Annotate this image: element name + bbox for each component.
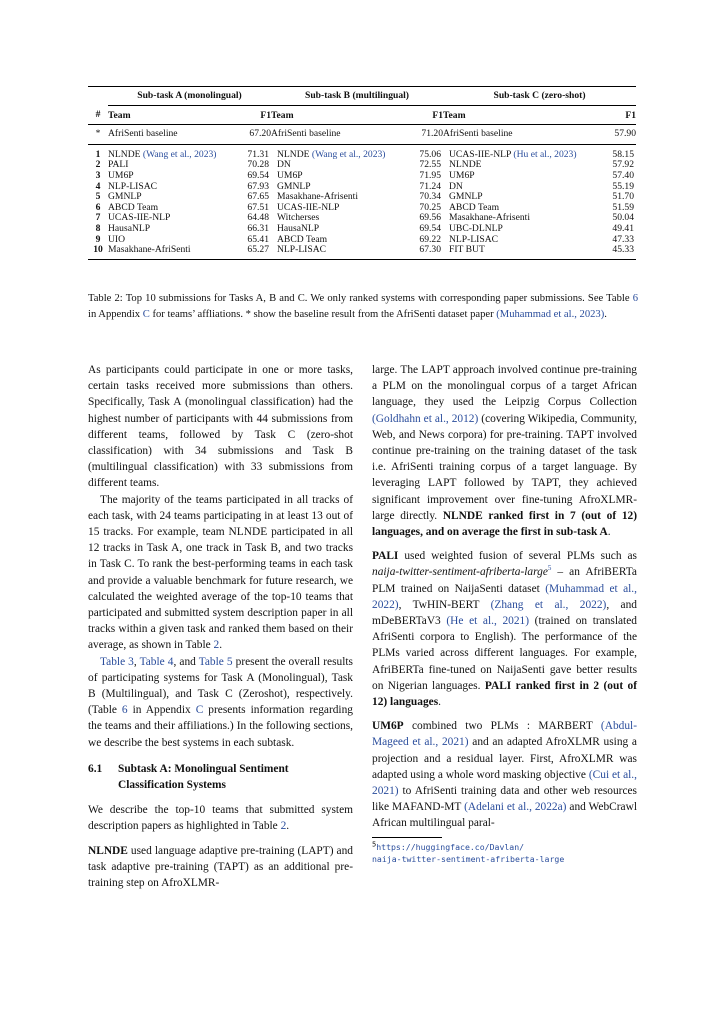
paragraph-text: . <box>286 820 290 833</box>
paragraph-text: to AfriSenti training data and other web resources like MAFAND-MT <box>372 785 637 814</box>
group-a-header: Sub-task A (monolingual) <box>108 87 271 106</box>
paragraph-text: (covering Wikipedia, Community, Web, and News corpora) for pre-training. TAPT involved continue pre-training on the training dataset of the task i.e. AfriSenti training corpus of a target language. By leveraging LAPT followed by TAPT, they achieved significant improvement over fine-tuning AfroXLMR-large directly. <box>372 412 637 522</box>
paragraph-text: presents information regarding the teams and their affiliations.) In the following sections, we describe the best systems in each subtask. <box>88 704 353 749</box>
section-heading <box>88 761 353 793</box>
table-3-link[interactable]: Table 3 <box>100 655 134 668</box>
ranking-rows <box>88 144 636 259</box>
f1-c-cell-text: 50.04 <box>612 212 634 224</box>
team-b-cell-text: GMNLP <box>277 180 311 192</box>
team-a-cell-text: Masakhane-AfriSenti <box>108 244 191 256</box>
paragraph-text: . <box>438 696 441 709</box>
f1-b-cell-text: 69.56 <box>419 212 441 224</box>
f1-c-cell-text: 47.33 <box>612 233 634 245</box>
f1-b-header: F1 <box>432 109 443 121</box>
f1-a-cell-text: 65.41 <box>247 233 269 245</box>
rank-cell-text: 6 <box>95 201 101 213</box>
table-row <box>88 213 636 224</box>
f1-b-cell-text: 70.25 <box>419 201 441 213</box>
paragraph-text: , TwHIN-BERT <box>398 598 491 611</box>
team-a-cell-text: ABCD Team <box>108 201 159 213</box>
section-number: 6.1 <box>88 762 103 775</box>
f1-b-cell-text: 70.34 <box>419 191 441 203</box>
team-c-cell-text: NLP-LISAC <box>449 233 499 245</box>
table-5-link[interactable]: Table 5 <box>198 655 233 668</box>
paragraph-text: We describe the top-10 teams that submitted system description papers as highlighted in Table <box>88 804 353 833</box>
f1-c-cell-text: 45.33 <box>612 244 634 256</box>
paragraph-um6p <box>372 718 637 831</box>
f1-a-cell-text: 67.65 <box>247 191 269 203</box>
team-a-cell-text: UIO <box>108 233 126 245</box>
team-c-cell-text: UCAS-IIE-NLP <box>449 148 511 160</box>
goldhahn-citation[interactable]: (Goldhahn et al., 2012) <box>372 412 479 425</box>
paragraph-text: in Appendix <box>127 704 196 717</box>
team-a-cell-text: UCAS-IIE-NLP <box>108 212 171 224</box>
baseline-c-team: AfriSenti baseline <box>443 128 513 140</box>
baseline-a-f1: 67.20 <box>249 128 271 140</box>
zhang-citation[interactable]: (Zhang et al., 2022) <box>490 598 607 611</box>
team-b-header: Team <box>271 109 294 121</box>
team-c-cell-text: Masakhane-Afrisenti <box>449 212 530 224</box>
paragraph-text: and WebCrawl African multilingual paral- <box>372 801 637 830</box>
appendix-c-link[interactable]: C <box>142 308 150 320</box>
f1-c-cell-text: 57.40 <box>612 169 634 181</box>
team-c-header: Team <box>443 109 466 121</box>
paragraph-text: used language adaptive pre-training (LAPT) and task adaptive pre-training (TAPT) as an additional pre-training step on AfroXLMR- <box>88 844 353 890</box>
table-row <box>88 144 636 160</box>
table-2-link[interactable]: 2 <box>280 820 287 833</box>
caption-text: Table 2: Top 10 submissions for Tasks A, B and C. We only ranked systems with corresponding paper submissions. See Table <box>88 293 633 304</box>
f1-c-cell-text: 49.41 <box>612 222 634 234</box>
paragraph-text: , and <box>173 655 199 668</box>
team-b-cell-text: UM6P <box>277 169 303 181</box>
f1-c-cell <box>603 144 636 160</box>
right-column <box>372 362 637 865</box>
paragraph-tables <box>88 654 353 751</box>
team-b-cell <box>271 144 398 160</box>
table-header-row <box>88 105 636 125</box>
f1-b-cell-text: 69.22 <box>419 233 441 245</box>
f1-c-cell-text: 55.19 <box>612 180 634 192</box>
f1-b-cell-text: 71.24 <box>419 180 441 192</box>
footnote-url-line-1[interactable]: https://huggingface.co/Davlan/ <box>376 841 525 852</box>
footnote-url-line-2[interactable]: naija-twitter-sentiment-afriberta-large <box>372 853 565 864</box>
rank-cell-text: 1 <box>95 148 101 160</box>
f1-c-cell <box>603 245 636 259</box>
paragraph-submissions: As participants could participate in one or more tasks, certain tasks received more submissions than others. Specifically, Task A (monolingual classification) had the highest number of participants with 44 submissions from different teams, followed by Task C (zero-shot classification) with 34 submissions and Task B (multilingual classification) with 33 submissions from different teams. <box>88 364 353 490</box>
paragraph-text: combined two PLMs : MARBERT <box>403 720 601 733</box>
team-c-cell-text: FIT BUT <box>449 244 485 256</box>
adelani-citation[interactable]: (Adelani et al., 2022a) <box>464 801 567 814</box>
team-c-cell-text: UBC-DLNLP <box>449 222 503 234</box>
rank-cell-text: 8 <box>95 222 101 234</box>
group-c-header: Sub-task C (zero-shot) <box>443 87 636 106</box>
team-name-nlnde: NLNDE <box>88 844 128 857</box>
cui-citation[interactable]: (Cui et al., 2021) <box>372 768 637 798</box>
paragraph-text: The majority of the teams participated in all tracks of each task, with 24 teams participating in at least 13 out of 15 tracks. For example, team NLNDE participated in all 12 tracks in Task A, one track in Task B, and two tracks in Task C. To rank the best-performing teams in each task and provide a valuable benchmark for future research, we calculated the weighted average of the top-10 teams that participated and submitted system description paper in all tracks within a given task and ranked them based on their average, as shown in Table <box>88 493 353 652</box>
team-a-cell-text: PALI <box>108 159 129 171</box>
paragraph-text: (trained on translated AfriSenti corpora to English). The performance of the PLMs varied across different languages. For example, AfriBERTa fine-tuned on NaijaSenti gave better results on Nigerian languages. <box>372 615 637 692</box>
team-name-um6p: UM6P <box>372 720 404 733</box>
f1-a-header: F1 <box>260 109 271 121</box>
paragraph-text: large. The LAPT approach involved continue pre-training a PLM on the monolingual corpus of a target African language, they used the Leipzig Corpus Collection <box>372 364 637 409</box>
team-c-cell-text: ABCD Team <box>449 201 500 213</box>
rank-cell <box>88 144 108 160</box>
f1-a-cell-text: 66.31 <box>247 222 269 234</box>
nlnde-ranking-highlight: NLNDE ranked first in 7 (out of 12) languages, and on average the first in sub-task A <box>372 509 638 539</box>
rank-header: # <box>95 109 101 121</box>
paragraph-text: present the overall results of participating systems for Task A (Monolingual), Task B (Multilingual), and Task C (Zeroshot), respectively. (Table <box>88 655 353 717</box>
f1-c-cell-text: 51.59 <box>612 201 634 213</box>
f1-b-cell-text: 72.55 <box>419 159 441 171</box>
rank-cell-text: 10 <box>93 244 103 256</box>
team-b-cell-text: Masakhane-Afrisenti <box>277 191 358 203</box>
table-row <box>88 245 636 259</box>
team-b-cell-text: ABCD Team <box>277 233 328 245</box>
muhammad-2022-citation[interactable]: (Muhammad et al., 2022) <box>372 582 637 611</box>
team-c-cell <box>443 144 603 160</box>
f1-a-cell-text: 67.93 <box>247 180 269 192</box>
baseline-row <box>88 125 636 145</box>
table-6-link[interactable]: 6 <box>121 704 128 717</box>
team-a-cell <box>108 144 234 160</box>
rank-cell-text: 9 <box>95 233 101 245</box>
team-a-cell-text: HausaNLP <box>108 222 151 234</box>
table-2-link[interactable]: 2 <box>213 639 220 652</box>
team-a-cell-text: NLP-LISAC <box>108 180 158 192</box>
table-caption <box>88 291 638 322</box>
table-row <box>88 224 636 235</box>
team-a-cell <box>108 224 234 235</box>
team-a-cell <box>108 245 234 259</box>
table-row <box>88 160 636 171</box>
rank-cell-text: 2 <box>95 159 101 171</box>
baseline-marker: * <box>95 128 101 140</box>
baseline-c-f1: 57.90 <box>614 128 636 140</box>
appendix-c-link[interactable]: C <box>195 704 204 717</box>
table-row <box>88 192 636 203</box>
f1-a-cell-text: 67.51 <box>247 201 269 213</box>
paragraph-text: , and mDeBERTaV3 <box>372 598 637 628</box>
team-b-cell-text: NLP-LISAC <box>277 244 327 256</box>
footnote <box>372 841 637 865</box>
paragraph-text: , <box>133 655 140 668</box>
team-c-cell-text: DN <box>449 180 463 192</box>
f1-b-cell-text: 71.95 <box>419 169 441 181</box>
table-row <box>88 182 636 193</box>
team-b-cell-text: UCAS-IIE-NLP <box>277 201 340 213</box>
paragraph-text: . <box>219 639 223 652</box>
rank-cell-text: 4 <box>95 180 101 192</box>
team-b-cell-text: HausaNLP <box>277 222 320 234</box>
table-group-row <box>88 87 636 106</box>
f1-c-cell-text: 57.92 <box>612 159 634 171</box>
section-title: Subtask A: Monolingual Sentiment Classification Systems <box>118 762 289 792</box>
team-c-cell-text: UM6P <box>449 169 475 181</box>
paragraph-pali <box>372 548 637 710</box>
f1-a-cell <box>234 144 271 160</box>
pali-ranking-highlight: PALI ranked first in 2 (out of 12) languages <box>372 679 637 709</box>
f1-a-cell <box>234 245 271 259</box>
rank-cell-text: 3 <box>95 169 101 181</box>
footnote-marker[interactable]: 5 <box>547 564 552 573</box>
results-table <box>88 86 636 260</box>
team-b-cell-text: NLNDE <box>277 148 310 160</box>
paragraph-text: – an AfriBERTa PLM trained on NaijaSenti dataset <box>372 566 637 595</box>
footnote-number: 5 <box>372 839 377 848</box>
f1-b-cell-text: 67.30 <box>419 244 441 256</box>
team-b-cell-text: Witcherses <box>277 212 320 224</box>
f1-c-cell-text: 58.15 <box>612 148 634 160</box>
table-row <box>88 171 636 182</box>
caption-text: for teams’ affliations. * show the baseline result from the AfriSenti dataset paper <box>149 308 497 320</box>
team-citation[interactable]: (Wang et al., 2023) <box>142 148 217 160</box>
footnote-divider <box>372 837 442 838</box>
baseline-b-f1: 71.20 <box>421 128 443 140</box>
table-4-link[interactable]: Table 4 <box>139 655 174 668</box>
paragraph-lapt <box>372 362 637 540</box>
team-a-cell-text: UM6P <box>108 169 134 181</box>
paragraph-describe <box>88 802 353 834</box>
f1-a-cell-text: 71.31 <box>247 148 269 160</box>
model-name-italic: naija-twitter-sentiment-afriberta-large <box>372 566 548 579</box>
team-b-cell <box>271 245 398 259</box>
team-c-cell <box>443 171 603 182</box>
f1-a-cell-text: 65.27 <box>247 244 269 256</box>
team-c-cell <box>443 245 603 259</box>
team-citation[interactable]: (Hu et al., 2023) <box>513 148 577 160</box>
team-b-cell-text: DN <box>277 159 291 171</box>
team-c-cell-text: GMNLP <box>449 191 483 203</box>
muhammad-2023-citation[interactable]: (Muhammad et al., 2023) <box>496 308 605 320</box>
team-c-cell-text: NLNDE <box>449 159 482 171</box>
he-citation[interactable]: (He et al., 2021) <box>446 615 530 628</box>
team-citation[interactable]: (Wang et al., 2023) <box>311 148 386 160</box>
paragraph-text: used weighted fusion of several PLMs such as <box>398 550 637 563</box>
team-a-header: Team <box>108 109 131 121</box>
f1-b-cell-text: 75.06 <box>419 148 441 160</box>
table-6-link[interactable]: 6 <box>632 293 638 304</box>
f1-b-cell-text: 69.54 <box>419 222 441 234</box>
f1-a-cell-text: 69.54 <box>247 169 269 181</box>
team-name-pali: PALI <box>372 550 399 563</box>
group-b-header: Sub-task B (multilingual) <box>271 87 443 106</box>
f1-b-cell <box>398 144 443 160</box>
left-column <box>88 362 353 891</box>
team-a-cell-text: NLNDE <box>108 148 141 160</box>
abdul-mageed-citation[interactable]: (Abdul-Mageed et al., 2021) <box>372 720 637 749</box>
paragraph-nlnde <box>88 843 353 892</box>
f1-c-header: F1 <box>625 109 636 121</box>
caption-text: . <box>604 308 607 320</box>
f1-a-cell-text: 64.48 <box>247 212 269 224</box>
rank-cell <box>88 245 108 259</box>
caption-text: in Appendix <box>88 308 143 320</box>
team-a-cell-text: GMNLP <box>108 191 142 203</box>
f1-c-cell-text: 51.70 <box>612 191 634 203</box>
paragraph-text: . <box>607 526 611 539</box>
rank-cell-text: 7 <box>95 212 101 224</box>
f1-a-cell-text: 70.28 <box>247 159 269 171</box>
baseline-b-team: AfriSenti baseline <box>271 128 341 140</box>
f1-b-cell <box>398 245 443 259</box>
rank-cell-text: 5 <box>95 191 101 203</box>
paragraph-majority <box>88 492 353 654</box>
paragraph-text: and an adapted AfroXLMR using a projection and a residual layer. First, AfroXLMR was adapted using a whole word masking objective <box>372 736 637 781</box>
baseline-a-team: AfriSenti baseline <box>108 128 178 140</box>
